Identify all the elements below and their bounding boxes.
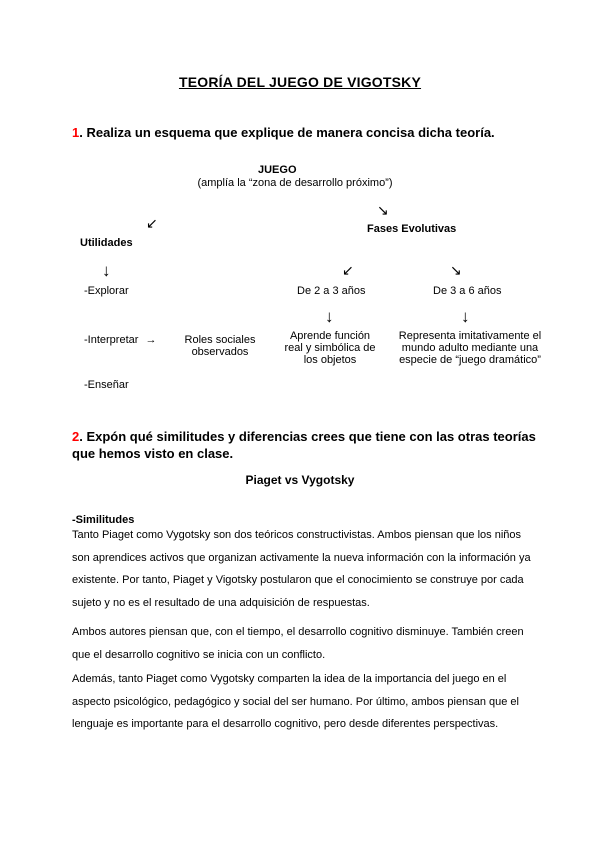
question-2: 2. Expón qué similitudes y diferencias crees que tiene con las otras teorías que hemos visto en clase. xyxy=(72,429,536,461)
arrow-down-icon: ↓ xyxy=(461,307,470,326)
question-text: . Realiza un esquema que explique de manera concisa dicha teoría. xyxy=(79,125,495,140)
arrow-down-right-icon: ↘ xyxy=(450,262,462,278)
arrow-right-icon: → xyxy=(145,334,157,346)
utilidades-label: Utilidades xyxy=(80,237,133,249)
similitudes-paragraph-3: Además, tanto Piaget como Vygotsky comparten la idea de la importancia del juego en el aspecto psicológico, pedagógico y social del ser humano. Por último, ambos piensan que el lenguaje es importante para el desarrollo cognitivo, pero desde diferentes perspectivas. xyxy=(72,673,519,730)
utilidad-explorar: -Explorar xyxy=(84,285,129,297)
phase-age-3-6: De 3 a 6 años xyxy=(433,285,502,297)
roles-sociales: Roles sociales observados xyxy=(184,334,256,358)
diagram-root-label: JUEGO xyxy=(258,164,297,176)
arrow-down-left-icon: ↙ xyxy=(342,262,354,278)
utilidad-ensenar: -Enseñar xyxy=(84,379,129,391)
similitudes-heading: -Similitudes xyxy=(72,514,135,526)
phase-age-2-3: De 2 a 3 años xyxy=(297,285,366,297)
question-number: 1 xyxy=(72,125,80,140)
phase-description-3-6: Representa imitativamente el mundo adulto mediante una especie de “juego dramático” xyxy=(398,330,542,366)
phase-description-2-3: Aprende función real y simbólica de los objetos xyxy=(284,330,376,366)
similitudes-paragraph-2: Ambos autores piensan que, con el tiempo, el desarrollo cognitivo disminuye. También creen que el desarrollo cognitivo se inicia con un conflicto. xyxy=(72,626,524,661)
arrow-down-icon: ↓ xyxy=(325,307,334,326)
question-number: 2 xyxy=(72,429,80,444)
similitudes-paragraph-1: Tanto Piaget como Vygotsky son dos teóricos constructivistas. Ambos piensan que los niños son aprendices activos que organizan activamente la nueva información con la información ya existente. Por tanto, Piaget y Vigotsky postularon que el conocimiento se construye por cada sujeto y no es el resultado de una adquisición de respuestas. xyxy=(72,529,531,609)
utilidad-interpretar: -Interpretar → xyxy=(84,334,157,346)
arrow-down-icon: ↓ xyxy=(102,261,111,280)
arrow-down-left-icon: ↙ xyxy=(146,215,158,231)
fases-label: Fases Evolutivas xyxy=(367,223,457,235)
document-title: TEORÍA DEL JUEGO DE VIGOTSKY xyxy=(178,74,422,90)
diagram-root-sublabel: (amplía la “zona de desarrollo próximo”) xyxy=(197,177,393,189)
arrow-down-right-icon: ↘ xyxy=(377,202,389,218)
comparison-heading: Piaget vs Vygotsky xyxy=(245,473,355,487)
question-1 xyxy=(72,125,495,140)
